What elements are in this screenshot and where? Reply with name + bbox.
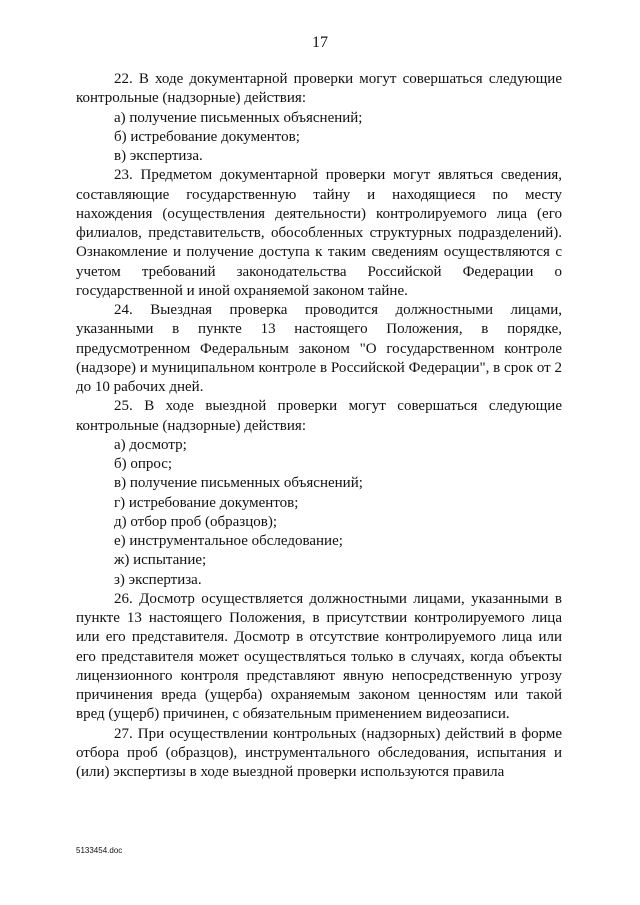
list-item: з) экспертиза. xyxy=(114,571,202,588)
document-filename: 5133454.doc xyxy=(76,846,123,855)
list-item: б) опрос; xyxy=(114,456,173,472)
page-number: 17 xyxy=(312,34,328,51)
paragraph-26: 26. Досмотр осуществляется должностными лицами, указанными в пункте 13 настоящего Положения, в присутствии контролируемого лица или его представителя. Досмотр в отсутствие контролируемого лица или его представителя может осуществляться только в случаях, когда объекты лицензионного контроля представляют явную непосредственную угрозу причинения вреда (ущерба) охраняемым законом ценностям или такой вред (ущерб) причинен, с обязательным применением видеозаписи. xyxy=(76,590,562,723)
paragraph-22: 22. В ходе документарной проверки могут совершаться следующие контрольные (надзорные) действия: xyxy=(76,71,562,107)
list-item: в) получение письменных объяснений; xyxy=(114,475,363,492)
list-item: е) инструментальное обследование; xyxy=(114,533,343,549)
list-item: а) досмотр; xyxy=(114,436,187,453)
list-item: а) получение письменных объяснений; xyxy=(114,109,363,126)
list-item: д) отбор проб (образцов); xyxy=(114,513,278,530)
document-body xyxy=(76,70,562,782)
list-item: г) истребование документов; xyxy=(114,494,299,511)
paragraph-23: 23. Предметом документарной проверки могут являться сведения, составляющие государственную тайну и находящиеся по месту нахождения (осуществления деятельности) контролируемого лица (его филиалов, представительств, обособленных структурных подразделений). Ознакомление и получение доступа к таким сведениям осуществляются с учетом требований законодательства Российской Федерации о государственной и иной охраняемой законом тайне. xyxy=(76,167,562,299)
list-item: в) экспертиза. xyxy=(114,148,203,164)
paragraph-25: 25. В ходе выездной проверки могут совершаться следующие контрольные (надзорные) действия: xyxy=(76,398,562,434)
list-item: ж) испытание; xyxy=(114,552,207,569)
paragraph-24: 24. Выездная проверка проводится должностными лицами, указанными в пункте 13 настоящего Положения, в порядке, предусмотренном Федеральным законом "О государственном контроле (надзоре) и муниципальном контроле в Российской Федерации", в срок от 2 до 10 рабочих дней. xyxy=(76,302,562,395)
paragraph-27: 27. При осуществлении контрольных (надзорных) действий в форме отбора проб (образцов), инструментального обследования, испытания и (или) экспертизы в ходе выездной проверки используются правила xyxy=(76,725,562,780)
list-item: б) истребование документов; xyxy=(114,128,300,145)
